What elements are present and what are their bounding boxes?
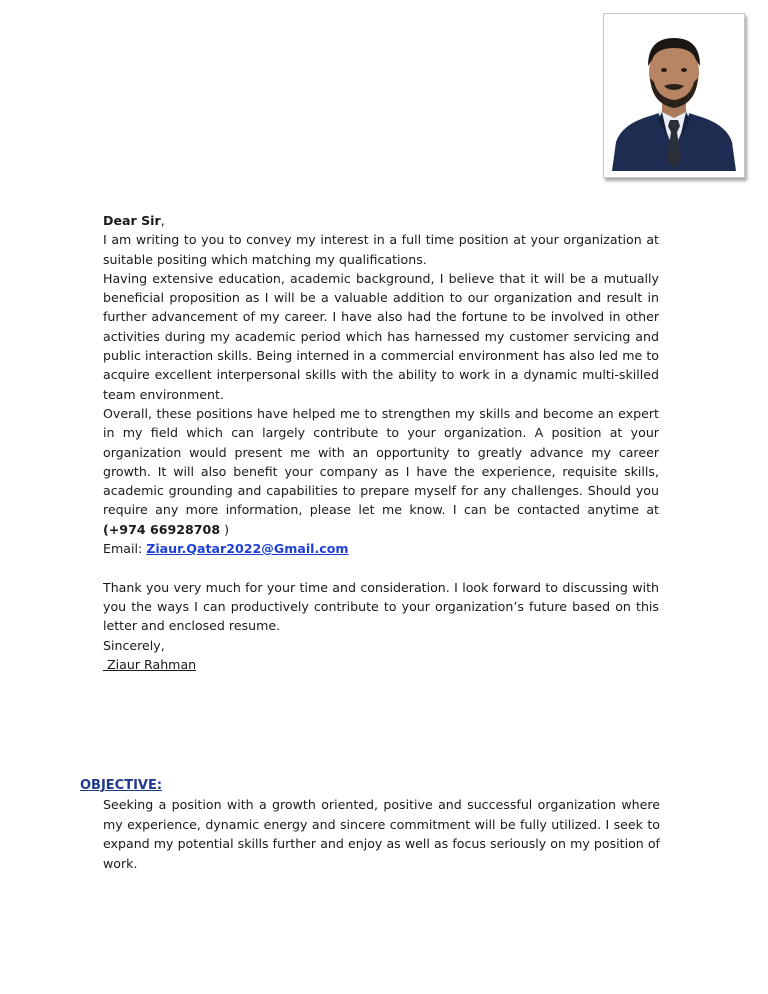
cover-letter: [103, 211, 659, 674]
profile-photo-frame: [603, 13, 745, 178]
paragraph-background: Having extensive education, academic background, I believe that it will be a mutually beneficial proposition as I will be a valuable addition to our organization and result in further advancement of my career. I have also had the fortune to be involved in other activities during my academic period which has harnessed my customer servicing and public interaction skills. Being interned in a commercial environment has also led me to acquire excellent interpersonal skills with the ability to work in a dynamic multi-skilled team environment.: [103, 270, 659, 402]
phone-number: (+974 66928708: [103, 521, 221, 537]
signature-line: [103, 655, 659, 674]
paragraph-thanks: Thank you very much for your time and consideration. I look forward to discussing with you the ways I can productively contribute to your organization’s future based on this letter and enclosed resume.: [103, 579, 659, 634]
closing: Sincerely,: [103, 637, 165, 653]
greeting-line: [103, 211, 659, 230]
objective-heading: OBJECTIVE:: [80, 778, 163, 793]
signer-name: Ziaur Rahman: [103, 656, 197, 672]
greeting-punctuation: ,: [160, 213, 165, 228]
phone-close: ): [220, 521, 230, 537]
objective-body: Seeking a position with a growth oriented, positive and successful organization where my experience, dynamic energy and sincere commitment will be fully utilized. I seek to expand my potential skills further and enjoy as well as focus seriously on my position of work.: [103, 797, 660, 871]
person-portrait-icon: [610, 20, 738, 171]
email-line: [103, 539, 659, 558]
paragraph-strengths-text: Overall, these positions have helped me to strengthen my skills and become an expert in my field which can largely contribute to your organization. A position at your organization would present me with an opportunity to greatly advance my career growth. It will also benefit your company as I have the experience, requisite skills, academic grounding and capabilities to prepare myself for any challenges. Should you require any more information, please let me know. I can be contacted anytime at: [103, 405, 659, 518]
paragraph-strengths: [103, 404, 659, 539]
paragraph-intro: I am writing to you to convey my interest in a full time position at your organization at suitable positing which matching my qualifications.: [103, 232, 659, 267]
greeting: Dear Sir: [103, 213, 161, 228]
email-label: Email:: [103, 541, 147, 557]
objective-section: [80, 776, 660, 873]
profile-photo: [610, 20, 738, 171]
email-link[interactable]: Ziaur.Qatar2022@Gmail.com: [146, 541, 349, 557]
blank-line: [103, 558, 659, 577]
